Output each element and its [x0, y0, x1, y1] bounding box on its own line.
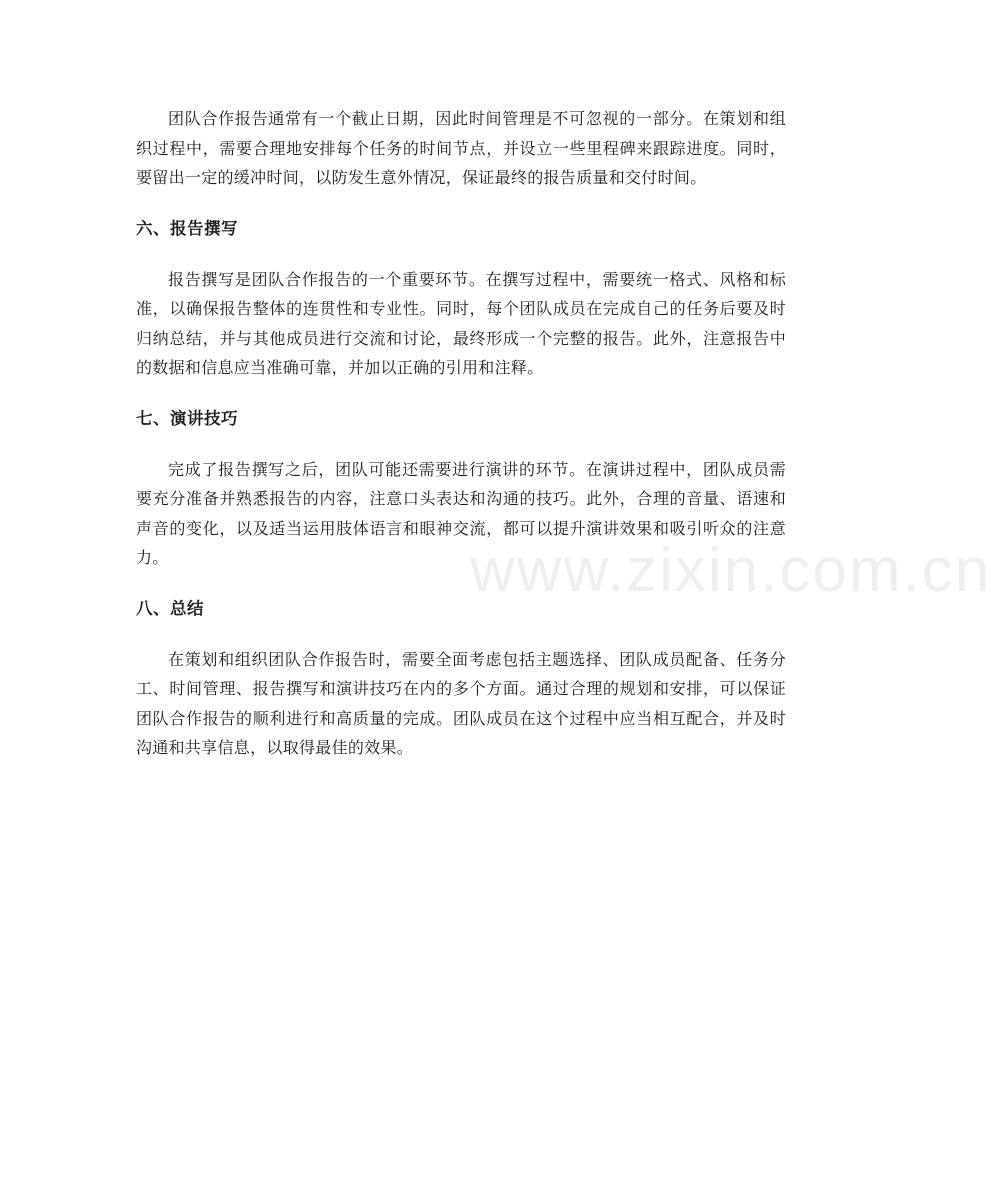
- paragraph-presentation-skills: 完成了报告撰写之后，团队可能还需要进行演讲的环节。在演讲过程中，团队成员需要充分准备并熟悉报告的内容，注意口头表达和沟通的技巧。此外，合理的音量、语速和声音的变化，以及适当运用肢体语言和眼神交流，都可以提升演讲效果和吸引听众的注意力。: [136, 459, 786, 567]
- heading-presentation-skills: 七、演讲技巧: [136, 408, 238, 428]
- paragraph-time-management: 团队合作报告通常有一个截止日期，因此时间管理是不可忽视的一部分。在策划和组织过程中，需要合理地安排每个任务的时间节点，并设立一些里程碑来跟踪进度。同时，要留出一定的缓冲时间，以防发生意外情况，保证最终的报告质量和交付时间。: [136, 109, 786, 187]
- document-content: [136, 104, 786, 763]
- paragraph-summary: 在策划和组织团队合作报告时，需要全面考虑包括主题选择、团队成员配备、任务分工、时间管理、报告撰写和演讲技巧在内的多个方面。通过合理的规划和安排，可以保证团队合作报告的顺利进行和高质量的完成。团队成员在这个过程中应当相互配合，并及时沟通和共享信息，以取得最佳的效果。: [136, 649, 786, 757]
- heading-report-writing: 六、报告撰写: [136, 218, 238, 238]
- paragraph-report-writing: 报告撰写是团队合作报告的一个重要环节。在撰写过程中，需要统一格式、风格和标准，以确保报告整体的连贯性和专业性。同时，每个团队成员在完成自己的任务后要及时归纳总结，并与其他成员进行交流和讨论，最终形成一个完整的报告。此外，注意报告中的数据和信息应当准确可靠，并加以正确的引用和注释。: [136, 269, 786, 377]
- heading-summary: 八、总结: [136, 598, 204, 618]
- watermark: www.zixin.com.cn: [470, 536, 991, 605]
